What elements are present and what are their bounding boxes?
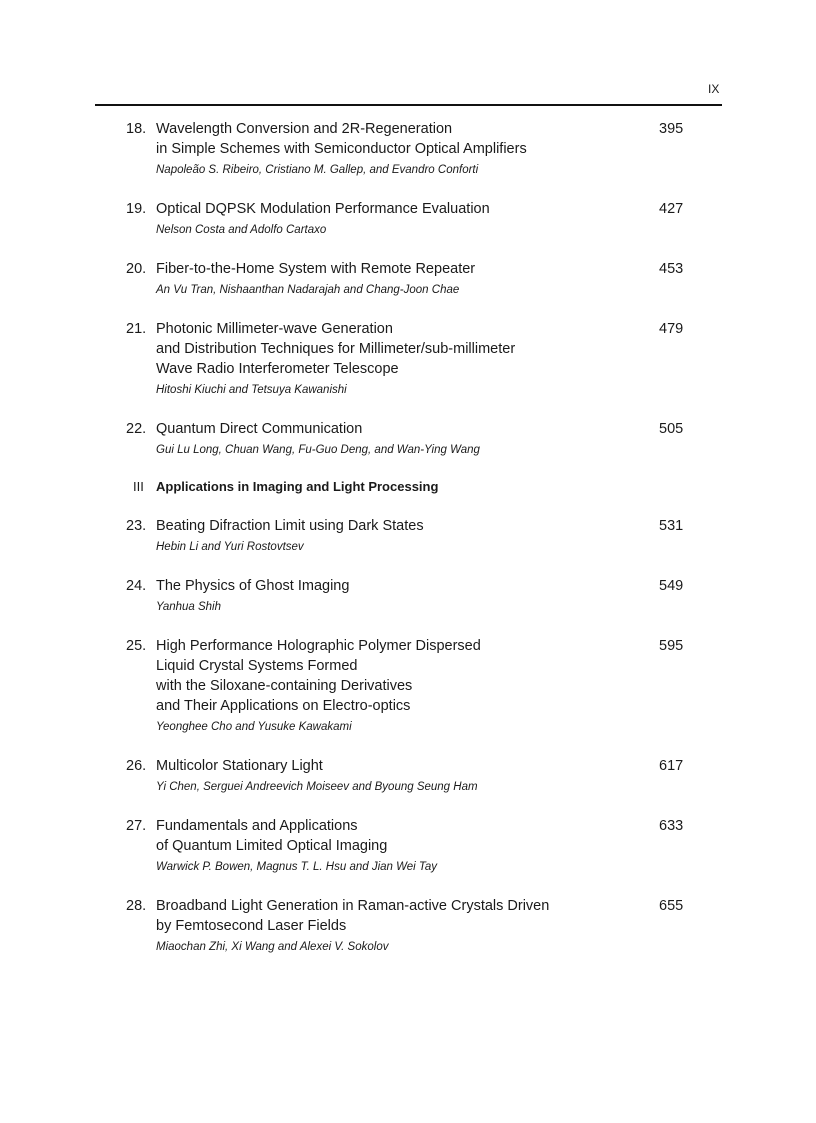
- chapter-authors: Napoleão S. Ribeiro, Cristiano M. Gallep, and Evandro Conforti: [156, 164, 479, 176]
- chapter-number: 23.: [126, 518, 147, 534]
- chapter-title-line: with the Siloxane-containing Derivatives: [156, 678, 413, 694]
- chapter-authors: Hebin Li and Yuri Rostovtsev: [156, 541, 304, 553]
- toc-entry: [0, 119, 816, 178]
- toc-entry: [0, 756, 816, 795]
- chapter-text: [156, 576, 636, 615]
- toc-entries-after-part: [0, 516, 816, 955]
- chapter-authors: Gui Lu Long, Chuan Wang, Fu-Guo Deng, and Wan-Ying Wang: [156, 444, 480, 456]
- chapter-title-line: in Simple Schemes with Semiconductor Optical Amplifiers: [156, 141, 527, 157]
- toc-entry: [0, 419, 816, 458]
- chapter-page-number: 633: [659, 818, 684, 834]
- chapter-authors: Hitoshi Kiuchi and Tetsuya Kawanishi: [156, 384, 347, 396]
- toc-entry: [0, 319, 816, 398]
- chapter-text: [156, 896, 636, 955]
- chapter-number: 19.: [126, 201, 147, 217]
- toc-entry: [0, 576, 816, 615]
- chapter-authors: Nelson Costa and Adolfo Cartaxo: [156, 224, 327, 236]
- toc-entry: [0, 636, 816, 735]
- chapter-page-number: 531: [659, 518, 684, 534]
- chapter-page-number: 655: [659, 898, 684, 914]
- chapter-authors: Warwick P. Bowen, Magnus T. L. Hsu and Jian Wei Tay: [156, 861, 438, 873]
- chapter-number: 25.: [126, 638, 147, 654]
- toc-entries-before-part: [0, 119, 816, 458]
- chapter-title-line: and Their Applications on Electro-optics: [156, 698, 411, 714]
- chapter-authors: Yi Chen, Serguei Andreevich Moiseev and Byoung Seung Ham: [156, 781, 478, 793]
- chapter-page-number: 453: [659, 261, 684, 277]
- chapter-title-line: of Quantum Limited Optical Imaging: [156, 838, 388, 854]
- chapter-title-line: Wavelength Conversion and 2R-Regeneration: [156, 121, 453, 137]
- chapter-text: [156, 119, 636, 178]
- chapter-page-number: 505: [659, 421, 684, 437]
- chapter-authors: Yeonghee Cho and Yusuke Kawakami: [156, 721, 352, 733]
- toc-entry: [0, 199, 816, 238]
- toc-entry: [0, 516, 816, 555]
- chapter-text: [156, 756, 636, 795]
- chapter-page-number: 617: [659, 758, 684, 774]
- toc-entry: [0, 259, 816, 298]
- chapter-title-line: Beating Difraction Limit using Dark States: [156, 518, 424, 534]
- chapter-number: 18.: [126, 121, 147, 137]
- chapter-authors: Miaochan Zhi, Xi Wang and Alexei V. Sokolov: [156, 941, 389, 953]
- chapter-page-number: 595: [659, 638, 684, 654]
- chapter-number: 24.: [126, 578, 147, 594]
- chapter-title-line: Multicolor Stationary Light: [156, 758, 323, 774]
- chapter-number: 21.: [126, 321, 147, 337]
- chapter-authors: Yanhua Shih: [156, 601, 222, 613]
- chapter-text: [156, 636, 636, 735]
- chapter-title-line: by Femtosecond Laser Fields: [156, 918, 347, 934]
- chapter-page-number: 427: [659, 201, 684, 217]
- chapter-title-line: High Performance Holographic Polymer Dispersed: [156, 638, 481, 654]
- chapter-page-number: 395: [659, 121, 684, 137]
- part-heading: [0, 477, 816, 497]
- chapter-number: 28.: [126, 898, 147, 914]
- chapter-number: 26.: [126, 758, 147, 774]
- chapter-text: [156, 319, 636, 398]
- chapter-page-number: 479: [659, 321, 684, 337]
- part-number: III: [133, 479, 144, 494]
- chapter-text: [156, 199, 636, 238]
- chapter-text: [156, 516, 636, 555]
- chapter-text: [156, 259, 636, 298]
- chapter-title-line: Liquid Crystal Systems Formed: [156, 658, 358, 674]
- chapter-number: 22.: [126, 421, 147, 437]
- chapter-number: 27.: [126, 818, 147, 834]
- chapter-title-line: Fiber-to-the-Home System with Remote Repeater: [156, 261, 476, 277]
- chapter-title-line: Optical DQPSK Modulation Performance Evaluation: [156, 201, 490, 217]
- chapter-title-line: Wave Radio Interferometer Telescope: [156, 361, 399, 377]
- chapter-title-line: The Physics of Ghost Imaging: [156, 578, 350, 594]
- table-of-contents: [0, 119, 816, 976]
- chapter-text: [156, 816, 636, 875]
- chapter-number: 20.: [126, 261, 147, 277]
- chapter-title-line: Fundamentals and Applications: [156, 818, 358, 834]
- chapter-title-line: and Distribution Techniques for Millimeter/sub-millimeter: [156, 341, 516, 357]
- chapter-text: [156, 419, 636, 458]
- page-number: IX: [708, 82, 720, 96]
- toc-entry: [0, 816, 816, 875]
- chapter-title-line: Photonic Millimeter-wave Generation: [156, 321, 393, 337]
- chapter-page-number: 549: [659, 578, 684, 594]
- part-title: Applications in Imaging and Light Processing: [156, 479, 439, 494]
- header-rule: [95, 104, 722, 106]
- chapter-title-line: Quantum Direct Communication: [156, 421, 363, 437]
- chapter-authors: An Vu Tran, Nishaanthan Nadarajah and Chang-Joon Chae: [156, 284, 460, 296]
- toc-entry: [0, 896, 816, 955]
- chapter-title-line: Broadband Light Generation in Raman-active Crystals Driven: [156, 898, 550, 914]
